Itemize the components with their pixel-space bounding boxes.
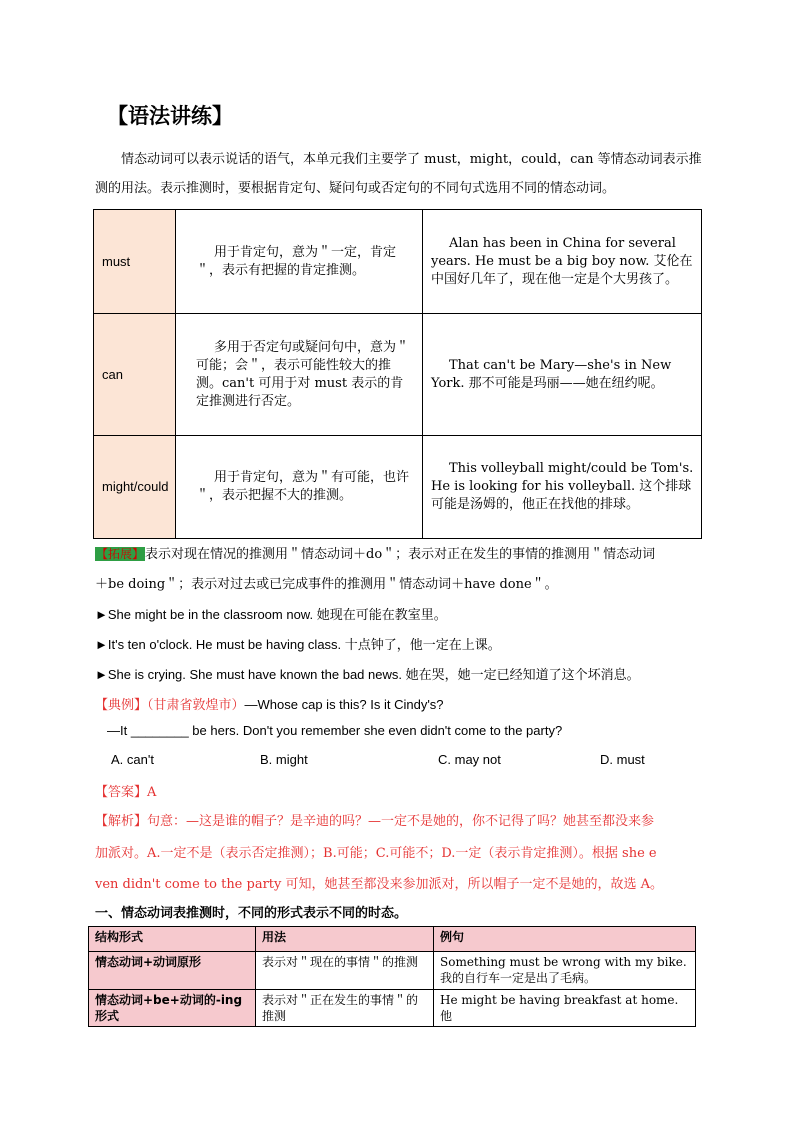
usage-cell: 表示对＂正在发生的事情＂的推测	[256, 990, 434, 1027]
verb-cell: might/could	[94, 436, 176, 539]
analysis-line-2: 加派对。A.一定不是（表示否定推测）；B.可能；C.可能不；D.一定（表示肯定推测）。根据 she e	[95, 846, 657, 861]
intro-paragraph: 情态动词可以表示说话的语气，本单元我们主要学了 must，might，could，can 等情态动词表示推测的用法。表示推测时，要根据肯定句、疑问句或否定句的不同句式选用不同的情态动词。	[95, 152, 702, 196]
expand-line-1: 【拓展】表示对现在情况的推测用＂情态动词＋do＂；表示对正在发生的事情的推测用＂情态动词	[96, 547, 656, 562]
verb-cell: can	[94, 314, 176, 436]
section-heading: 一、情态动词表推测时，不同的形式表示不同的时态。	[95, 906, 408, 921]
example-cell: That can't be Mary—she's in New York. 那不可能是玛丽——她在纽约呢。	[423, 314, 702, 436]
option-d: D. must	[600, 752, 645, 767]
form-table	[88, 926, 696, 1027]
table-row	[94, 314, 702, 436]
page-title: 【语法讲练】	[107, 104, 233, 128]
usage-cell: 表示对＂现在的事情＂的推测	[256, 952, 434, 990]
header-cell: 例句	[434, 927, 696, 952]
table-row	[89, 952, 696, 990]
analysis-line-1: 【解析】句意：—这是谁的帽子？是辛迪的吗？—一定不是她的，你不记得了吗？她甚至都没来参	[95, 814, 655, 829]
usage-cell: 用于肯定句，意为＂有可能，也许＂，表示把握不大的推测。	[176, 436, 423, 539]
answer: 【答案】A	[95, 785, 157, 800]
example-cell: Something must be wrong with my bike. 我的自行车一定是出了毛病。	[434, 952, 696, 990]
verb-cell: must	[94, 210, 176, 314]
table-row	[94, 210, 702, 314]
usage-cell: 用于肯定句，意为＂一定，肯定＂，表示有把握的肯定推测。	[176, 210, 423, 314]
example-sentence: ►She might be in the classroom now. 她现在可能在教室里。	[95, 607, 447, 622]
expand-line-2: ＋be doing＂；表示对过去或已完成事件的推测用＂情态动词＋have done＂。	[95, 577, 558, 592]
typical-question: 【典例】（甘肃省敦煌市）—Whose cap is this? Is it Cindy's?	[95, 697, 444, 713]
example-sentence: ►She is crying. She must have known the bad news. 她在哭，她一定已经知道了这个坏消息。	[95, 667, 640, 682]
header-cell: 用法	[256, 927, 434, 952]
expand-tag: 【拓展】	[96, 547, 145, 561]
typical-answer-line: —It ________ be hers. Don't you remember she even didn't come to the party?	[107, 723, 563, 738]
modal-verb-table	[93, 209, 702, 539]
option-a: A. can't	[111, 752, 154, 767]
form-cell: 情态动词+动词原形	[89, 952, 256, 990]
usage-cell: 多用于否定句或疑问句中，意为＂可能；会＂，表示可能性较大的推测。can't 可用于对 must 表示的肯定推测进行否定。	[176, 314, 423, 436]
example-cell: Alan has been in China for several years. He must be a big boy now. 艾伦在中国好几年了，现在他一定是个大男孩了。	[423, 210, 702, 314]
table-header-row	[89, 927, 696, 952]
example-sentence: ►It's ten o'clock. He must be having class. 十点钟了，他一定在上课。	[95, 637, 501, 652]
example-cell: He might be having breakfast at home. 他	[434, 990, 696, 1027]
option-c: C. may not	[438, 752, 501, 767]
typical-source: （甘肃省敦煌市）	[147, 698, 245, 713]
table-row	[94, 436, 702, 539]
example-cell: This volleyball might/could be Tom's. He is looking for his volleyball. 这个排球可能是汤姆的，他正在找他的排球。	[423, 436, 702, 539]
header-cell: 结构形式	[89, 927, 256, 952]
typical-tag: 【典例】	[95, 698, 148, 713]
form-cell: 情态动词+be+动词的-ing 形式	[89, 990, 256, 1027]
option-b: B. might	[260, 752, 308, 767]
analysis-line-3: ven didn't come to the party 可知，她甚至都没来参加派对，所以帽子一定不是她的，故选 A。	[95, 877, 664, 892]
table-row	[89, 990, 696, 1027]
